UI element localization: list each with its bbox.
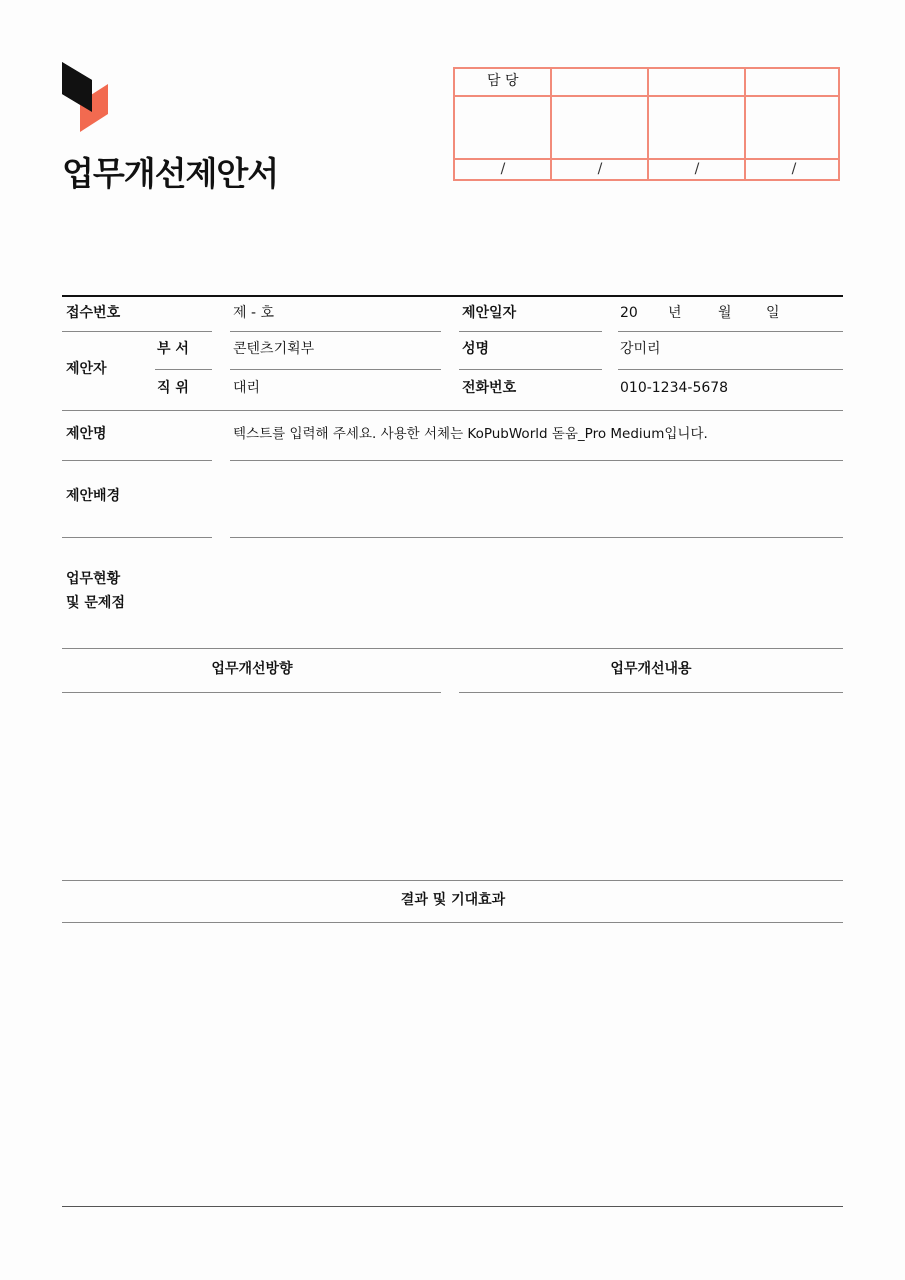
logo-icon (60, 60, 112, 135)
approval-slash: / (500, 161, 506, 177)
content-header: 업무개선내용 (610, 661, 692, 677)
direction-field[interactable] (62, 693, 441, 879)
phone-value[interactable]: 010-1234-5678 (620, 380, 729, 396)
date-year-unit: 년 (668, 305, 682, 321)
approval-slash: / (597, 161, 603, 177)
approval-slash: / (791, 161, 797, 177)
status-label: 업무현황 (66, 571, 121, 587)
date-label: 제안일자 (462, 305, 517, 321)
problems-label: 및 문제점 (66, 595, 125, 611)
name-value[interactable]: 강미리 (620, 341, 661, 357)
proposal-title-value[interactable]: 텍스트를 입력해 주세요. 사용한 서체는 KoPubWorld 돋움_Pro Medium입니다. (233, 426, 708, 442)
name-label: 성명 (462, 341, 490, 357)
approval-slash: / (694, 161, 700, 177)
proposal-title-label: 제안명 (66, 426, 107, 442)
content-field[interactable] (459, 693, 843, 879)
approval-header: 담 당 (487, 73, 519, 89)
divider (62, 295, 843, 297)
position-value[interactable]: 대리 (233, 380, 261, 396)
position-label: 직 위 (157, 380, 189, 396)
result-header: 결과 및 기대효과 (400, 892, 506, 908)
background-label: 제안배경 (66, 488, 121, 504)
date-year[interactable]: 20 (620, 305, 638, 321)
receipt-label: 접수번호 (66, 305, 121, 321)
receipt-value[interactable]: 제 - 호 (233, 305, 275, 321)
result-field[interactable] (62, 923, 843, 1205)
phone-label: 전화번호 (462, 380, 517, 396)
page-title: 업무개선제안서 (62, 154, 279, 193)
direction-header: 업무개선방향 (211, 661, 293, 677)
dept-label: 부 서 (157, 341, 189, 357)
dept-value[interactable]: 콘텐츠기획부 (233, 341, 315, 357)
date-month-unit: 월 (718, 305, 732, 321)
approval-table (453, 67, 840, 181)
proposer-label: 제안자 (66, 361, 107, 377)
date-day-unit: 일 (766, 305, 780, 321)
